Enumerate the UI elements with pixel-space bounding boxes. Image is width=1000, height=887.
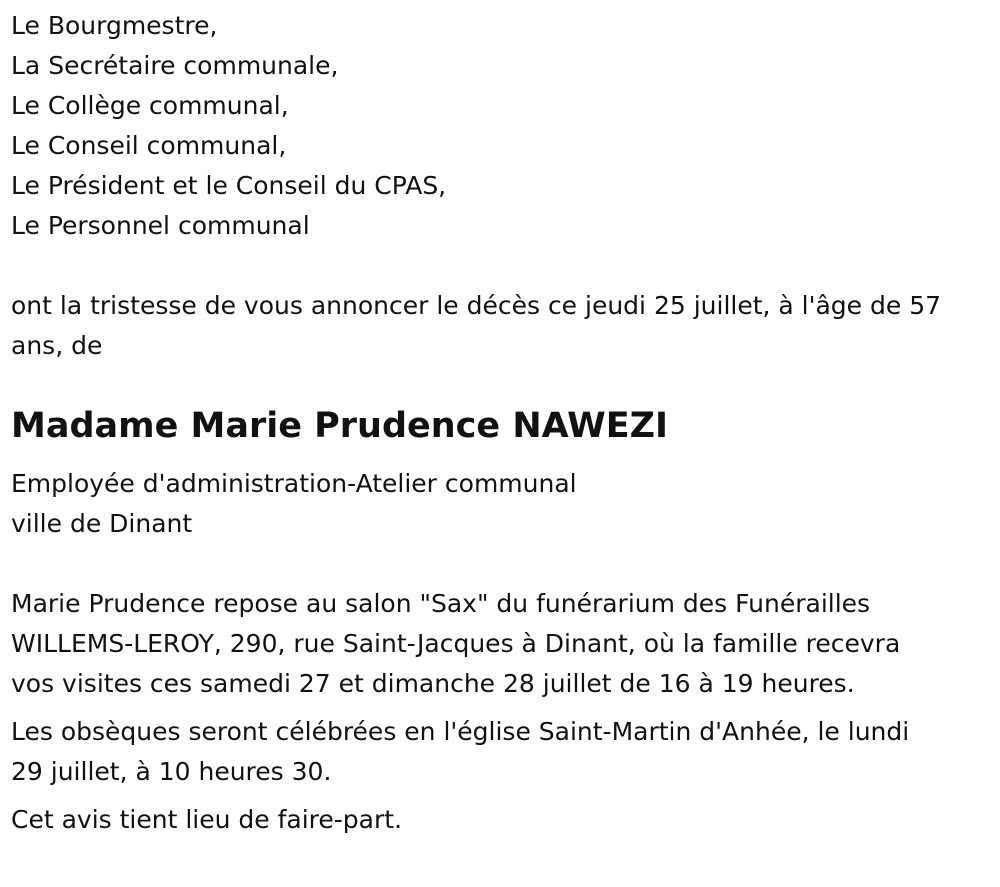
announcement-line: ans, de [11,331,103,360]
closing-paragraph [11,800,990,840]
funeral-line: Les obsèques seront célébrées en l'église Saint-Martin d'Anhée, le lundi [11,717,910,746]
visitation-line: vos visites ces samedi 27 et dimanche 28 juillet de 16 à 19 heures. [11,669,855,698]
role-line: Employée d'administration-Atelier communal [11,469,577,498]
deceased-name: Madame Marie Prudence NAWEZI [11,406,669,446]
role-paragraph [11,464,990,544]
visitation-line: WILLEMS-LEROY, 290, rue Saint-Jacques à Dinant, où la famille recevra [11,629,901,658]
visitation-line: Marie Prudence repose au salon "Sax" du funérarium des Funérailles [11,589,871,618]
funeral-paragraph [11,712,990,792]
closing-line: Cet avis tient lieu de faire-part. [11,805,403,834]
announcement-paragraph [11,286,990,366]
sender-line: Le Personnel communal [11,211,310,240]
sender-line: Le Bourgmestre, [11,11,218,40]
visitation-paragraph [11,584,990,704]
sender-line: Le Président et le Conseil du CPAS, [11,171,447,200]
deceased-name-heading [11,386,990,466]
senders-list [11,6,990,246]
role-line: ville de Dinant [11,509,193,538]
funeral-line: 29 juillet, à 10 heures 30. [11,757,332,786]
announcement-line: ont la tristesse de vous annoncer le décès ce jeudi 25 juillet, à l'âge de 57 [11,291,942,320]
sender-line: Le Conseil communal, [11,131,287,160]
sender-line: Le Collège communal, [11,91,289,120]
sender-line: La Secrétaire communale, [11,51,339,80]
